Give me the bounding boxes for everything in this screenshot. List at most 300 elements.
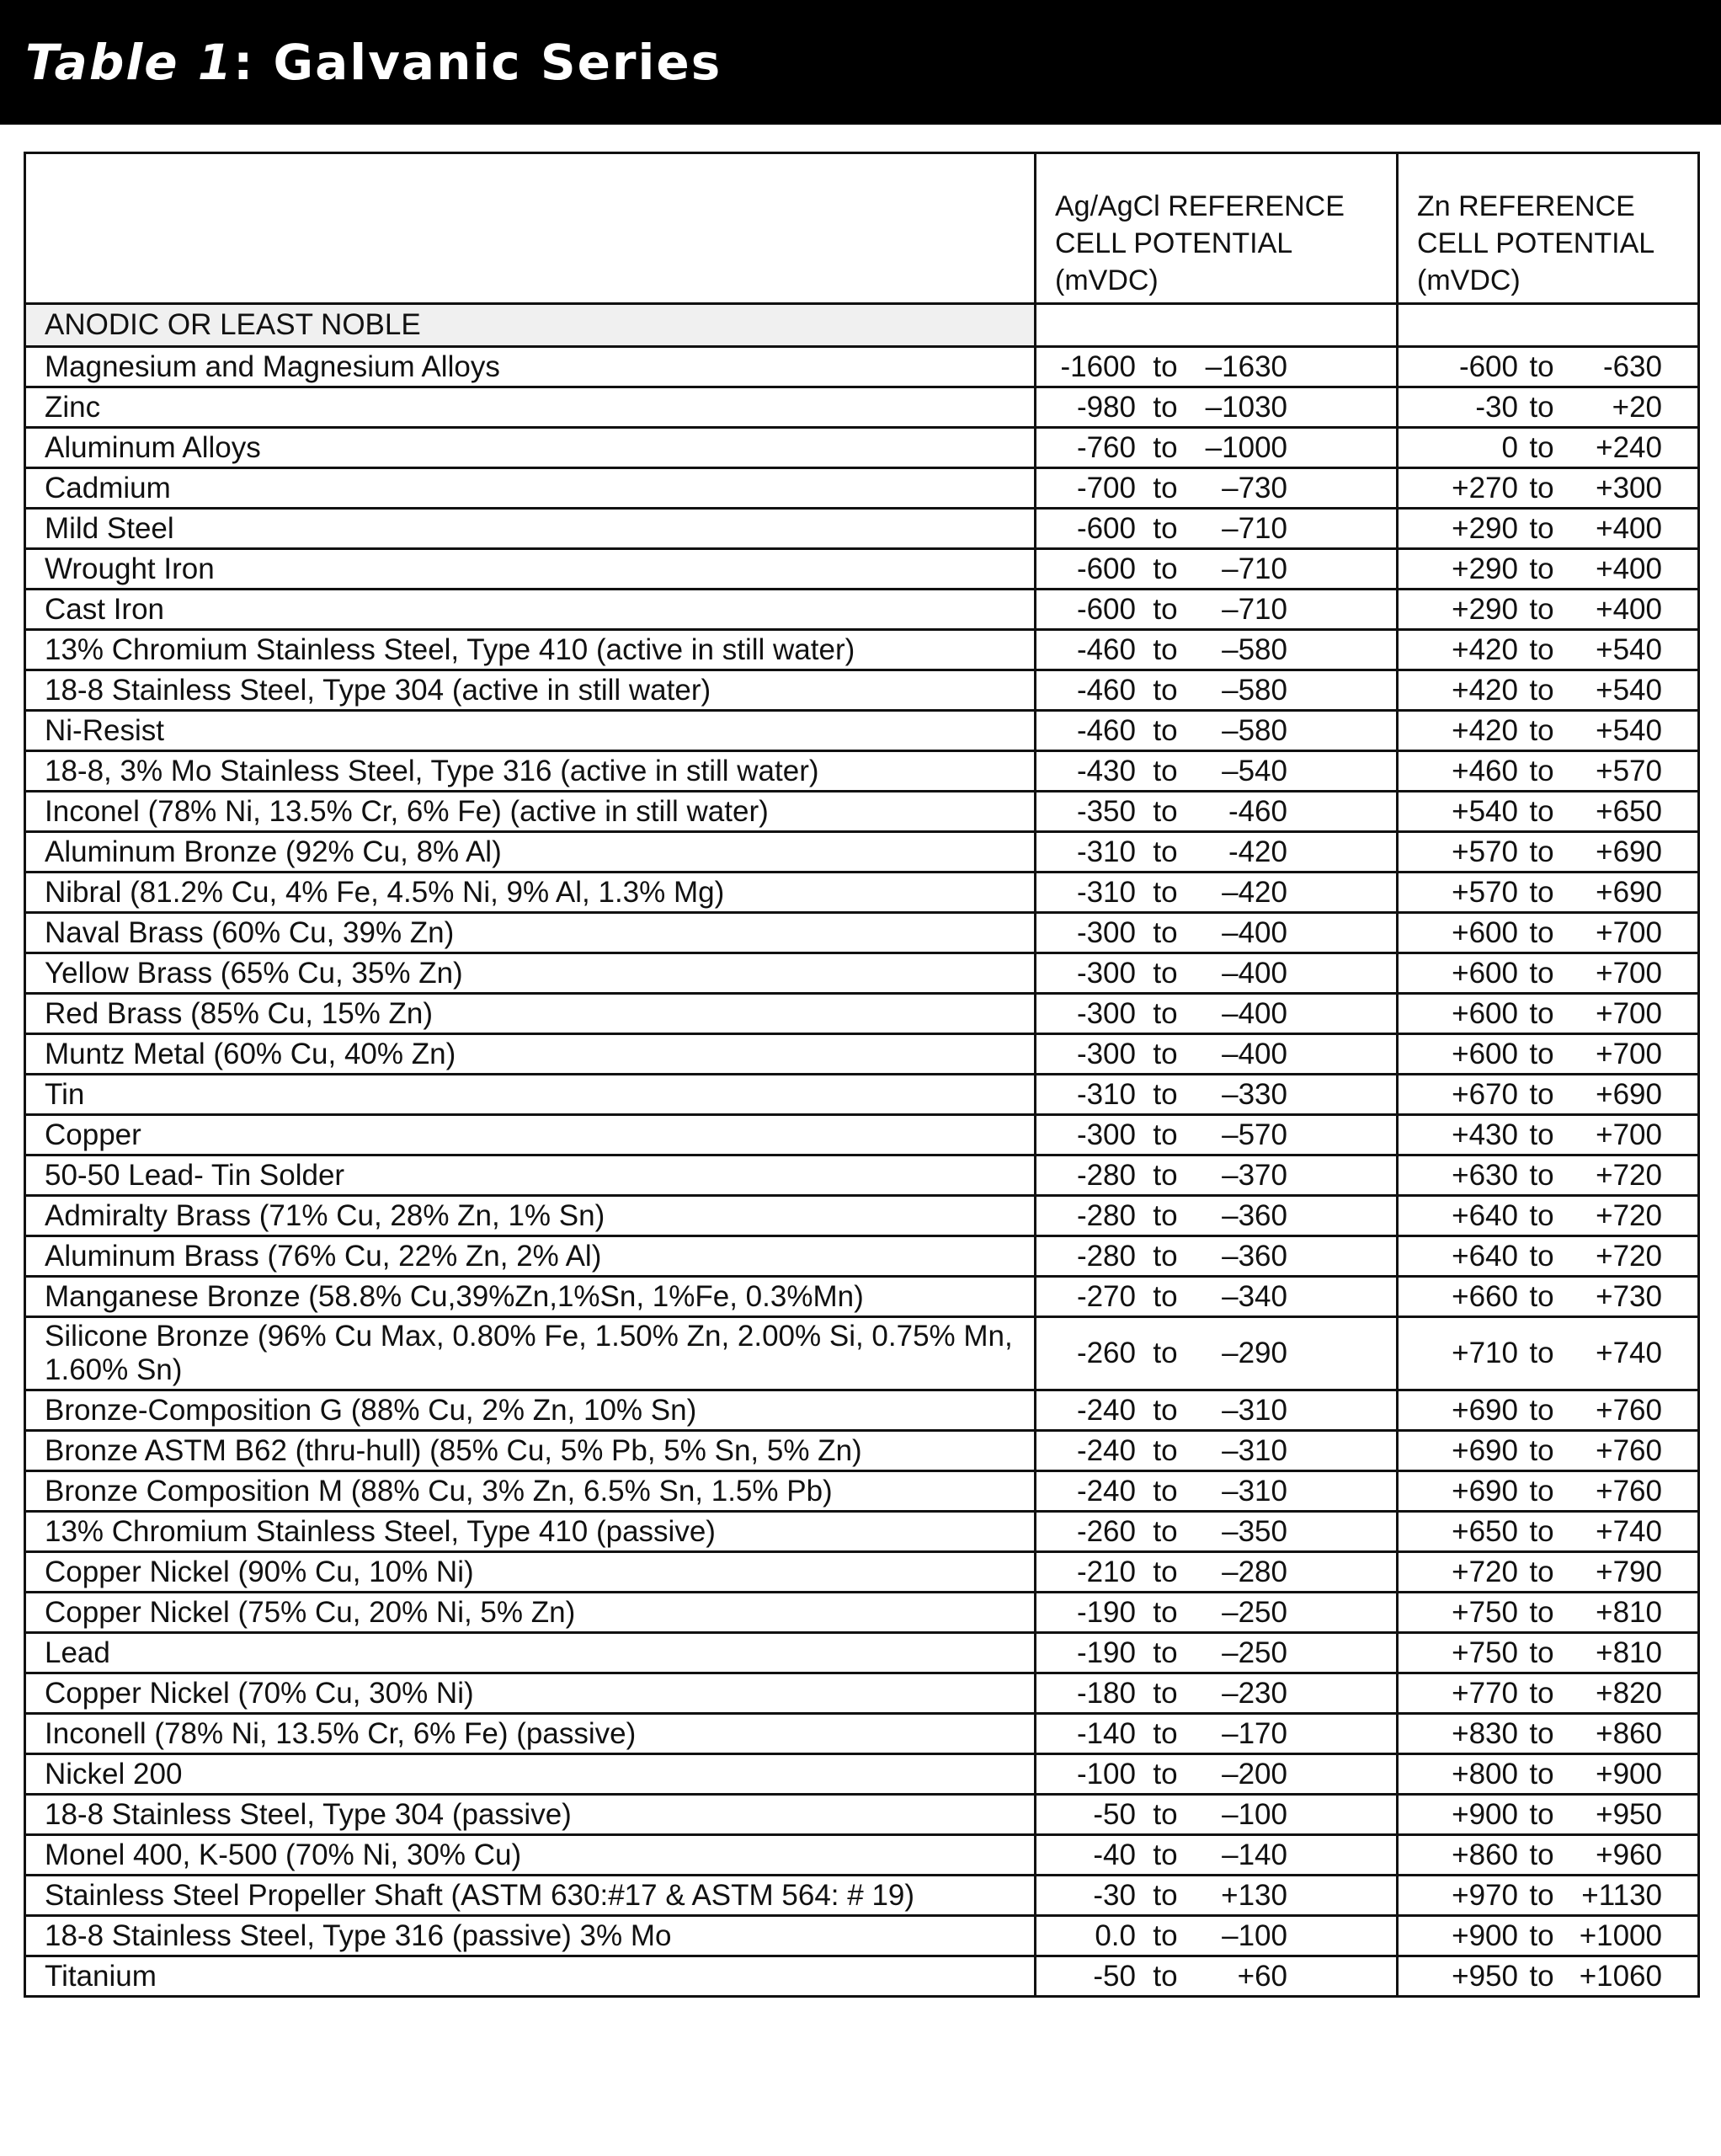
zn-range-cell: [1398, 1633, 1699, 1673]
agcl-to: –580: [1222, 673, 1287, 707]
zn-to: +570: [1596, 754, 1662, 787]
section-label: ANODIC OR LEAST NOBLE: [25, 304, 1036, 347]
zn-range-cell: [1398, 832, 1699, 873]
agcl-to: –200: [1222, 1757, 1287, 1790]
table-row: [25, 1390, 1699, 1431]
agcl-range-cell: [1036, 1795, 1398, 1835]
agcl-from: -270: [1076, 1279, 1136, 1313]
agcl-from: -180: [1076, 1676, 1136, 1710]
zn-range-cell: [1398, 590, 1699, 630]
material-cell: Ni-Resist: [25, 711, 1036, 751]
zn-to: +760: [1596, 1433, 1662, 1467]
agcl-to: –1030: [1205, 390, 1287, 424]
material-cell: Copper Nickel (90% Cu, 10% Ni): [25, 1552, 1036, 1593]
range-connector: to: [1529, 1118, 1554, 1151]
agcl-to: –100: [1222, 1797, 1287, 1831]
agcl-to: +60: [1237, 1959, 1287, 1993]
range-connector: to: [1529, 350, 1554, 383]
zn-to: +740: [1596, 1337, 1662, 1369]
range-connector: to: [1153, 1919, 1178, 1952]
material-cell: Naval Brass (60% Cu, 39% Zn): [25, 913, 1036, 953]
zn-range-cell: [1398, 509, 1699, 549]
agcl-to: –400: [1222, 956, 1287, 990]
agcl-to: –710: [1222, 552, 1287, 585]
table-row: [25, 1714, 1699, 1754]
zn-to: +650: [1596, 794, 1662, 828]
material-cell: Aluminum Bronze (92% Cu, 8% Al): [25, 832, 1036, 873]
agcl-from: -190: [1076, 1636, 1136, 1669]
range-connector: to: [1153, 632, 1178, 666]
agcl-to: –280: [1222, 1555, 1287, 1588]
table-row: [25, 387, 1699, 428]
agcl-to: –580: [1222, 713, 1287, 747]
zn-to: +20: [1612, 390, 1662, 424]
zn-range-cell: [1398, 1155, 1699, 1196]
agcl-range-cell: [1036, 549, 1398, 590]
zn-to: +400: [1596, 511, 1662, 545]
range-connector: to: [1529, 1595, 1554, 1629]
agcl-to: –290: [1222, 1337, 1287, 1369]
range-connector: to: [1529, 956, 1554, 990]
agcl-from: -300: [1076, 996, 1136, 1030]
zn-range-cell: [1398, 347, 1699, 387]
range-connector: to: [1529, 471, 1554, 504]
zn-from: +640: [1452, 1239, 1518, 1273]
table-row: [25, 590, 1699, 630]
zn-from: +460: [1452, 754, 1518, 787]
table-title-text: : Galvanic Series: [233, 34, 722, 91]
agcl-range-cell: [1036, 1115, 1398, 1155]
material-cell: 13% Chromium Stainless Steel, Type 410 (active in still water): [25, 630, 1036, 670]
agcl-to: –350: [1222, 1514, 1287, 1548]
zn-from: +830: [1452, 1716, 1518, 1750]
range-connector: to: [1529, 875, 1554, 909]
zn-from: +420: [1452, 713, 1518, 747]
material-cell: 50-50 Lead- Tin Solder: [25, 1155, 1036, 1196]
table-row: [25, 1115, 1699, 1155]
zn-range-cell: [1398, 1390, 1699, 1431]
material-cell: Monel 400, K-500 (70% Ni, 30% Cu): [25, 1835, 1036, 1876]
material-cell: Aluminum Brass (76% Cu, 22% Zn, 2% Al): [25, 1236, 1036, 1277]
zn-to: +720: [1596, 1198, 1662, 1232]
agcl-range-cell: [1036, 792, 1398, 832]
agcl-range-cell: [1036, 913, 1398, 953]
agcl-to: –730: [1222, 471, 1287, 504]
table-row: [25, 347, 1699, 387]
agcl-from: -300: [1076, 915, 1136, 949]
range-connector: to: [1153, 1077, 1178, 1111]
table-row: [25, 1593, 1699, 1633]
range-connector: to: [1153, 713, 1178, 747]
zn-from: 0: [1501, 430, 1518, 464]
zn-to: +240: [1596, 430, 1662, 464]
agcl-range-cell: [1036, 1431, 1398, 1471]
range-connector: to: [1153, 956, 1178, 990]
range-connector: to: [1153, 1474, 1178, 1508]
zn-to: +1000: [1579, 1919, 1662, 1952]
zn-from: +290: [1452, 552, 1518, 585]
agcl-to: –170: [1222, 1716, 1287, 1750]
material-cell: 18-8, 3% Mo Stainless Steel, Type 316 (active in still water): [25, 751, 1036, 792]
range-connector: to: [1153, 390, 1178, 424]
range-connector: to: [1153, 1878, 1178, 1912]
zn-range-cell: [1398, 1236, 1699, 1277]
zn-range-cell: [1398, 1034, 1699, 1075]
range-connector: to: [1529, 632, 1554, 666]
range-connector: to: [1529, 794, 1554, 828]
agcl-to: –310: [1222, 1393, 1287, 1427]
zn-range-cell: [1398, 1795, 1699, 1835]
agcl-from: -310: [1076, 1077, 1136, 1111]
agcl-range-cell: [1036, 1236, 1398, 1277]
zn-to: +960: [1596, 1838, 1662, 1871]
range-connector: to: [1153, 1757, 1178, 1790]
agcl-from: -190: [1076, 1595, 1136, 1629]
agcl-to: -420: [1228, 835, 1287, 868]
zn-from: +420: [1452, 673, 1518, 707]
agcl-from: -700: [1076, 471, 1136, 504]
material-cell: Admiralty Brass (71% Cu, 28% Zn, 1% Sn): [25, 1196, 1036, 1236]
agcl-from: -140: [1076, 1716, 1136, 1750]
zn-to: +760: [1596, 1393, 1662, 1427]
material-cell: Copper Nickel (75% Cu, 20% Ni, 5% Zn): [25, 1593, 1036, 1633]
zn-to: +540: [1596, 673, 1662, 707]
agcl-from: -240: [1076, 1433, 1136, 1467]
zn-from: +670: [1452, 1077, 1518, 1111]
range-connector: to: [1153, 592, 1178, 626]
zn-to: +1130: [1581, 1878, 1662, 1912]
agcl-from: -50: [1093, 1959, 1136, 1993]
zn-range-cell: [1398, 1552, 1699, 1593]
range-connector: to: [1529, 1676, 1554, 1710]
zn-from: +600: [1452, 915, 1518, 949]
material-cell: Tin: [25, 1075, 1036, 1115]
zn-range-cell: [1398, 953, 1699, 994]
header-agcl-potential: Ag/AgCl REFERENCE CELL POTENTIAL (mVDC): [1036, 153, 1398, 304]
agcl-to: –580: [1222, 632, 1287, 666]
zn-to: +900: [1596, 1757, 1662, 1790]
range-connector: to: [1529, 1433, 1554, 1467]
table-title-number: Table 1: [25, 34, 234, 91]
range-connector: to: [1529, 1158, 1554, 1192]
header-material: [25, 153, 1036, 304]
agcl-range-cell: [1036, 630, 1398, 670]
agcl-to: –1630: [1205, 350, 1287, 383]
table-row: [25, 428, 1699, 468]
agcl-from: -240: [1076, 1474, 1136, 1508]
range-connector: to: [1529, 1878, 1554, 1912]
agcl-from: -310: [1076, 875, 1136, 909]
zn-from: +600: [1452, 996, 1518, 1030]
agcl-from: -240: [1076, 1393, 1136, 1427]
table-row: [25, 1196, 1699, 1236]
zn-from: +290: [1452, 592, 1518, 626]
range-connector: to: [1153, 915, 1178, 949]
zn-from: -30: [1475, 390, 1518, 424]
zn-from: +270: [1452, 471, 1518, 504]
section-row: [25, 304, 1699, 347]
galvanic-series-table-wrap: [24, 152, 1697, 2121]
table-row: [25, 468, 1699, 509]
range-connector: to: [1153, 1198, 1178, 1232]
agcl-range-cell: [1036, 590, 1398, 630]
zn-to: +700: [1596, 996, 1662, 1030]
material-cell: Manganese Bronze (58.8% Cu,39%Zn,1%Sn, 1%Fe, 0.3%Mn): [25, 1277, 1036, 1317]
agcl-range-cell: [1036, 832, 1398, 873]
zn-from: +630: [1452, 1158, 1518, 1192]
material-cell: Zinc: [25, 387, 1036, 428]
range-connector: to: [1529, 1239, 1554, 1273]
agcl-from: -260: [1076, 1514, 1136, 1548]
range-connector: to: [1153, 350, 1178, 383]
agcl-from: -460: [1076, 673, 1136, 707]
agcl-range-cell: [1036, 1512, 1398, 1552]
zn-range-cell: [1398, 549, 1699, 590]
agcl-from: -600: [1076, 552, 1136, 585]
material-cell: 18-8 Stainless Steel, Type 304 (passive): [25, 1795, 1036, 1835]
agcl-from: -300: [1076, 1118, 1136, 1151]
table-row: [25, 1795, 1699, 1835]
range-connector: to: [1529, 1514, 1554, 1548]
zn-to: +760: [1596, 1474, 1662, 1508]
zn-range-cell: [1398, 792, 1699, 832]
material-cell: Silicone Bronze (96% Cu Max, 0.80% Fe, 1.50% Zn, 2.00% Si, 0.75% Mn, 1.60% Sn): [25, 1317, 1036, 1390]
range-connector: to: [1529, 1636, 1554, 1669]
range-connector: to: [1529, 1337, 1554, 1369]
range-connector: to: [1529, 1198, 1554, 1232]
zn-to: +700: [1596, 1037, 1662, 1070]
zn-from: +860: [1452, 1838, 1518, 1871]
range-connector: to: [1529, 1757, 1554, 1790]
table-row: [25, 1277, 1699, 1317]
range-connector: to: [1153, 511, 1178, 545]
agcl-range-cell: [1036, 1196, 1398, 1236]
table-body: [25, 304, 1699, 1997]
zn-range-cell: [1398, 1512, 1699, 1552]
agcl-to: –250: [1222, 1595, 1287, 1629]
table-row: [25, 1552, 1699, 1593]
zn-range-cell: [1398, 711, 1699, 751]
material-cell: 18-8 Stainless Steel, Type 304 (active in still water): [25, 670, 1036, 711]
agcl-to: –400: [1222, 915, 1287, 949]
zn-to: +690: [1596, 875, 1662, 909]
agcl-range-cell: [1036, 1552, 1398, 1593]
agcl-to: –310: [1222, 1474, 1287, 1508]
zn-from: +690: [1452, 1393, 1518, 1427]
agcl-range-cell: [1036, 711, 1398, 751]
agcl-to: –360: [1222, 1239, 1287, 1273]
table-row: [25, 1754, 1699, 1795]
range-connector: to: [1529, 1393, 1554, 1427]
material-cell: Nibral (81.2% Cu, 4% Fe, 4.5% Ni, 9% Al, 1.3% Mg): [25, 873, 1036, 913]
table-row: [25, 1916, 1699, 1956]
zn-range-cell: [1398, 1277, 1699, 1317]
zn-from: +570: [1452, 875, 1518, 909]
zn-range-cell: [1398, 1673, 1699, 1714]
zn-range-cell: [1398, 1431, 1699, 1471]
material-cell: 18-8 Stainless Steel, Type 316 (passive) 3% Mo: [25, 1916, 1036, 1956]
agcl-from: -300: [1076, 1037, 1136, 1070]
header-zn-potential: Zn REFERENCE CELL POTENTIAL (mVDC): [1398, 153, 1699, 304]
agcl-range-cell: [1036, 387, 1398, 428]
agcl-from: -600: [1076, 511, 1136, 545]
agcl-range-cell: [1036, 1075, 1398, 1115]
zn-to: +400: [1596, 592, 1662, 626]
range-connector: to: [1153, 1797, 1178, 1831]
zn-range-cell: [1398, 1876, 1699, 1916]
range-connector: to: [1153, 430, 1178, 464]
material-cell: Red Brass (85% Cu, 15% Zn): [25, 994, 1036, 1034]
range-connector: to: [1153, 1239, 1178, 1273]
table-row: [25, 792, 1699, 832]
range-connector: to: [1153, 1636, 1178, 1669]
table-row: [25, 1876, 1699, 1916]
zn-to: +820: [1596, 1676, 1662, 1710]
zn-range-cell: [1398, 1471, 1699, 1512]
zn-to: +950: [1596, 1797, 1662, 1831]
agcl-from: -460: [1076, 632, 1136, 666]
zn-to: +700: [1596, 1118, 1662, 1151]
range-connector: to: [1153, 835, 1178, 868]
agcl-range-cell: [1036, 670, 1398, 711]
range-connector: to: [1529, 1555, 1554, 1588]
zn-range-cell: [1398, 1835, 1699, 1876]
range-connector: to: [1529, 1797, 1554, 1831]
table-row: [25, 1236, 1699, 1277]
agcl-range-cell: [1036, 1956, 1398, 1997]
zn-from: +600: [1452, 956, 1518, 990]
agcl-range-cell: [1036, 1155, 1398, 1196]
material-cell: Mild Steel: [25, 509, 1036, 549]
zn-range-cell: [1398, 670, 1699, 711]
zn-range-cell: [1398, 1075, 1699, 1115]
agcl-range-cell: [1036, 428, 1398, 468]
agcl-range-cell: [1036, 873, 1398, 913]
zn-from: +710: [1452, 1337, 1518, 1369]
range-connector: to: [1529, 673, 1554, 707]
agcl-to: -460: [1228, 794, 1287, 828]
zn-range-cell: [1398, 1916, 1699, 1956]
range-connector: to: [1153, 552, 1178, 585]
table-row: [25, 630, 1699, 670]
table-row: [25, 953, 1699, 994]
agcl-to: –1000: [1205, 430, 1287, 464]
range-connector: to: [1529, 1838, 1554, 1871]
agcl-from: -1600: [1060, 350, 1136, 383]
range-connector: to: [1153, 1514, 1178, 1548]
agcl-range-cell: [1036, 1317, 1398, 1390]
table-row: [25, 1034, 1699, 1075]
agcl-from: -50: [1093, 1797, 1136, 1831]
range-connector: to: [1529, 552, 1554, 585]
agcl-range-cell: [1036, 751, 1398, 792]
zn-from: +430: [1452, 1118, 1518, 1151]
agcl-from: -310: [1076, 835, 1136, 868]
zn-to: +810: [1596, 1636, 1662, 1669]
range-connector: to: [1153, 1959, 1178, 1993]
agcl-to: –360: [1222, 1198, 1287, 1232]
zn-from: +570: [1452, 835, 1518, 868]
zn-from: +600: [1452, 1037, 1518, 1070]
agcl-range-cell: [1036, 1916, 1398, 1956]
table-row: [25, 1956, 1699, 1997]
material-cell: Stainless Steel Propeller Shaft (ASTM 630:#17 & ASTM 564: # 19): [25, 1876, 1036, 1916]
range-connector: to: [1153, 1716, 1178, 1750]
zn-to: +740: [1596, 1514, 1662, 1548]
zn-to: +790: [1596, 1555, 1662, 1588]
table-row: [25, 1835, 1699, 1876]
zn-range-cell: [1398, 387, 1699, 428]
agcl-range-cell: [1036, 468, 1398, 509]
zn-to: +720: [1596, 1158, 1662, 1192]
zn-range-cell: [1398, 1714, 1699, 1754]
agcl-from: -980: [1076, 390, 1136, 424]
range-connector: to: [1153, 1433, 1178, 1467]
agcl-from: -430: [1076, 754, 1136, 787]
table-row: [25, 832, 1699, 873]
range-connector: to: [1529, 996, 1554, 1030]
agcl-range-cell: [1036, 1633, 1398, 1673]
agcl-range-cell: [1036, 1277, 1398, 1317]
material-cell: Magnesium and Magnesium Alloys: [25, 347, 1036, 387]
zn-from: +650: [1452, 1514, 1518, 1548]
zn-to: +300: [1596, 471, 1662, 504]
material-cell: Aluminum Alloys: [25, 428, 1036, 468]
agcl-range-cell: [1036, 1390, 1398, 1431]
zn-from: +420: [1452, 632, 1518, 666]
agcl-to: +130: [1221, 1878, 1287, 1912]
agcl-to: –400: [1222, 1037, 1287, 1070]
agcl-range-cell: [1036, 1034, 1398, 1075]
material-cell: Inconel (78% Ni, 13.5% Cr, 6% Fe) (active in still water): [25, 792, 1036, 832]
material-cell: Nickel 200: [25, 1754, 1036, 1795]
section-empty-cell: [1398, 304, 1699, 347]
header-row: [25, 153, 1699, 304]
range-connector: to: [1153, 1118, 1178, 1151]
zn-from: +770: [1452, 1676, 1518, 1710]
material-cell: Bronze ASTM B62 (thru-hull) (85% Cu, 5% Pb, 5% Sn, 5% Zn): [25, 1431, 1036, 1471]
zn-to: +700: [1596, 956, 1662, 990]
agcl-to: –100: [1222, 1919, 1287, 1952]
material-cell: Cast Iron: [25, 590, 1036, 630]
table-row: [25, 670, 1699, 711]
material-cell: Copper: [25, 1115, 1036, 1155]
zn-to: -630: [1602, 350, 1662, 383]
agcl-range-cell: [1036, 1593, 1398, 1633]
zn-to: +810: [1596, 1595, 1662, 1629]
material-cell: Cadmium: [25, 468, 1036, 509]
agcl-to: –540: [1222, 754, 1287, 787]
galvanic-series-table: [24, 152, 1700, 1998]
zn-to: +720: [1596, 1239, 1662, 1273]
zn-from: +640: [1452, 1198, 1518, 1232]
agcl-range-cell: [1036, 1835, 1398, 1876]
range-connector: to: [1153, 1838, 1178, 1871]
table-row: [25, 1673, 1699, 1714]
table-row: [25, 1155, 1699, 1196]
agcl-to: –370: [1222, 1158, 1287, 1192]
agcl-to: –140: [1222, 1838, 1287, 1871]
table-row: [25, 1075, 1699, 1115]
range-connector: to: [1153, 1676, 1178, 1710]
zn-from: +720: [1452, 1555, 1518, 1588]
zn-range-cell: [1398, 751, 1699, 792]
agcl-to: –710: [1222, 511, 1287, 545]
material-cell: Lead: [25, 1633, 1036, 1673]
range-connector: to: [1153, 1279, 1178, 1313]
range-connector: to: [1529, 713, 1554, 747]
range-connector: to: [1153, 1158, 1178, 1192]
